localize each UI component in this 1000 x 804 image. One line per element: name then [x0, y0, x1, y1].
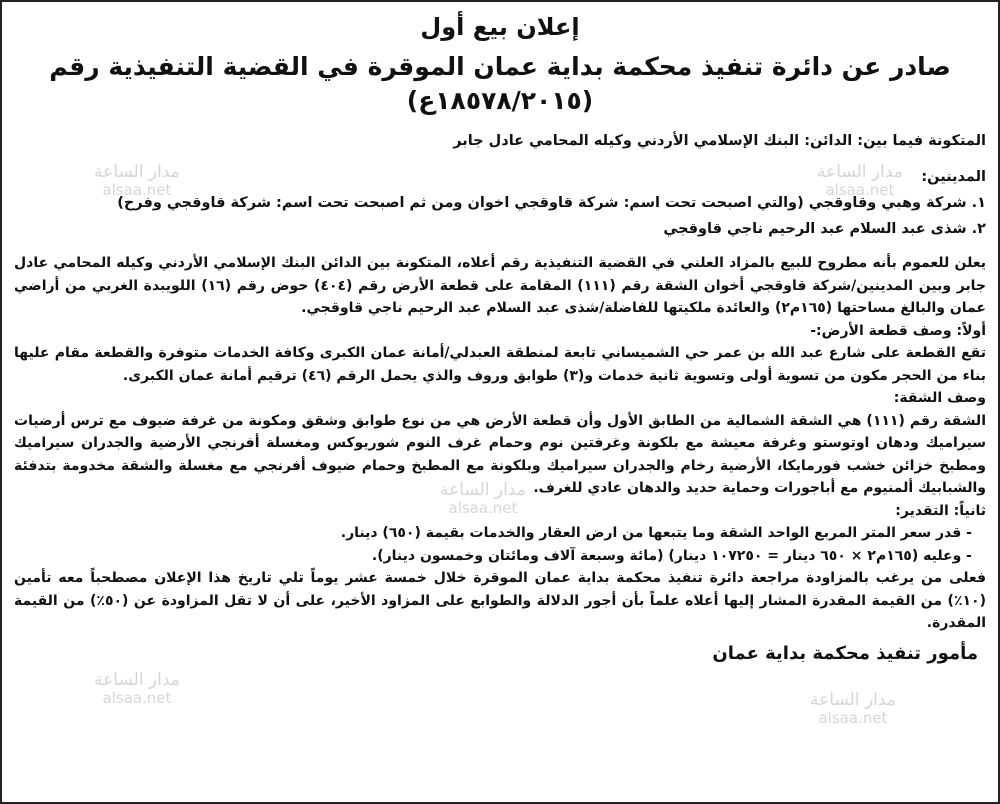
valuation-item-1: - قدر سعر المتر المربع الواحد الشقة وما يتبعها من ارض العقار والخدمات بقيمة (٦٥٠) دينار. — [340, 525, 972, 541]
watermark-arabic: مدار الساعة — [94, 162, 180, 182]
signature-line: مأمور تنفيذ محكمة بداية عمان — [712, 642, 978, 664]
watermark-latin: alsaa.net — [102, 689, 172, 707]
debtor-1: ١. شركة وهبي وقاوقجي (والتي اصبحت تحت اسم: شركة قاوقجي اخوان ومن ثم اصبحت تحت اسم: شركة قاوقجي وفرح) — [117, 195, 986, 211]
valuation-heading: ثانياً: التقدير: — [895, 502, 986, 519]
watermark-arabic: مدار الساعة — [94, 670, 180, 690]
closing-paragraph: فعلى من يرغب بالمزاودة مراجعة دائرة تنفيذ محكمة بداية عمان الموقرة خلال خمسة عشر يوماً تلي تاريخ هذا الإعلان مصطحباً معه تأمين (١٠٪) من القيمة المقدرة المشار إليها أعلاه علماً بأن أجور الدلالة والطوابع على المزاود الأخير، على أن لا تقل المزاودة عن (٥٠٪) من القيمة المقدرة. — [14, 570, 987, 631]
watermark-arabic: مدار الساعة — [817, 162, 903, 182]
watermark-latin: alsaa.net — [448, 499, 518, 517]
parties-line: المتكونة فيما بين: الدائن: البنك الإسلامي الأردني وكيله المحامي عادل جابر — [453, 133, 986, 149]
watermark — [94, 670, 180, 706]
apartment-description: الشقة رقم (١١١) هي الشقة الشمالية من الطابق الأول وأن قطعة الأرض هي من نوع طوابق وشقق ومكونة من غرفة ضيوف مع ترس أرضيات سيراميك ودهان اوتوستو وغرفة معيشة مع بلكونة وغرفتين نوم وحمام غرف النوم شوريوكس ومغسلة أفرنجي الأرضية والجدران سيراميك ومطبخ خزائن خشب فورمايكا، الأرضية رخام والجدران سيراميك وبلكونة مع المطبخ وحمام ضيوف أفرنجي مع مغسلة والشقة مخدومة بتدفئة والشبابيك ألمنيوم مع أباجورات وحماية حديد والدهان عادي للغرف. — [14, 412, 986, 496]
notice-subtitle: صادر عن دائرة تنفيذ محكمة بداية عمان الموقرة في القضية التنفيذية رقم (١٨٥٧٨/٢٠١٥ع) — [49, 52, 951, 115]
valuation-item-2: - وعليه (١٦٥م٢ × ٦٥٠ دينار = ١٠٧٢٥٠ دينار) (مائة وسبعة آلاف ومائتان وخمسون دينار). — [371, 547, 972, 564]
watermark-latin: alsaa.net — [825, 181, 895, 199]
debtor-2: ٢. شذى عبد السلام عبد الرحيم ناجي قاوقجي — [663, 221, 986, 237]
intro-paragraph: يعلن للعموم بأنه مطروح للبيع بالمزاد العلني في القضية التنفيذية رقم أعلاه، المتكونة بين الدائن البنك الإسلامي الأردني وكيله المحامي عادل جابر وبين المدينين/شركة قاوقجي أخوان الشقة رقم (١١١) المقامة على قطعة الأرض رقم (٤٠٤) حوض رقم (١٦) اللويبدة الغربي من أراضي عمان والبالغ مساحتها (١٦٥م٢) والعائدة ملكيتها للفاضلة/شذى عبد السلام عبد الرحيم ناجي قاوقجي. — [14, 255, 987, 316]
watermark-latin: alsaa.net — [102, 181, 172, 199]
land-description: تقع القطعة على شارع عبد الله بن عمر حي الشميساني تابعة لمنطقة العبدلي/أمانة عمان الكبرى وكافة الخدمات متوفرة والقطعة مقام عليها بناء من الحجر مكون من تسوية أولى وتسوية ثانية خدمات و(٣) طوابق وروف والذي يحمل الرقم (٤٦) ترقيم أمانة عمان الكبرى. — [14, 345, 986, 384]
notice-title: إعلان بيع أول — [420, 13, 580, 41]
watermark — [810, 690, 896, 726]
debtors-label: المدينين: — [921, 169, 986, 185]
watermark-latin: alsaa.net — [818, 709, 888, 727]
land-heading: أولاً: وصف قطعة الأرض:- — [810, 322, 986, 339]
watermark-arabic: مدار الساعة — [810, 690, 896, 710]
watermark-arabic: مدار الساعة — [440, 480, 526, 500]
apartment-heading: وصف الشقة: — [893, 390, 986, 406]
